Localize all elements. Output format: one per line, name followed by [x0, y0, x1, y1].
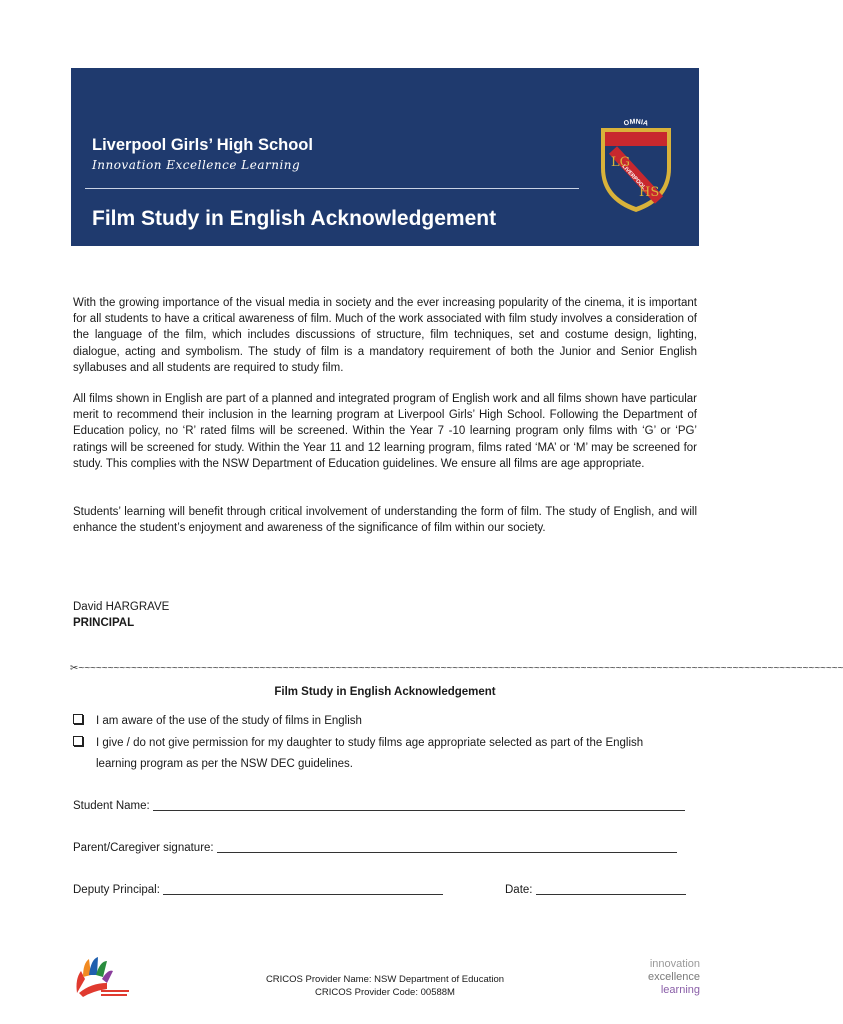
header-banner [71, 68, 699, 246]
date-field [505, 882, 686, 896]
student-name-field [73, 798, 685, 812]
date-input[interactable] [536, 882, 686, 895]
logo-word-excellence: excellence [648, 971, 700, 983]
parent-signature-input[interactable] [217, 840, 677, 853]
deputy-principal-field [73, 882, 443, 896]
body-paragraph-3: Students’ learning will benefit through critical involvement of understanding the form of film. The study of English, and will enhance the student’s enjoyment and awareness of the significance of film within our society. [73, 506, 697, 535]
logo-word-learning: learning [660, 984, 700, 996]
acknowledge-checkbox-label: I am aware of the use of the study of films in English [96, 715, 362, 727]
parent-signature-field [73, 840, 677, 854]
logo-word-innovation: innovation [649, 958, 700, 970]
crest-top-letters: LG [611, 155, 631, 170]
page-title: Film Study in English Acknowledgement [92, 207, 497, 230]
deputy-principal-label: Deputy Principal: [73, 884, 160, 896]
body-paragraph-1: With the growing importance of the visual media in society and the ever increasing popularity of the cinema, it is important for all students to have a critical awareness of film. Much of the work associated with film study involves a consideration of the language of the film, which includes discussions of structure, film techniques, set and costume design, lighting, dialogue, acting and symbolism. The study of film is a mandatory requirement of both the Junior and Senior English syllabuses and all students are required to study film. [73, 297, 697, 374]
crest-bottom-letters: HS [639, 185, 660, 200]
header-divider [85, 188, 579, 189]
crest-arc-text: OMNIA [623, 118, 649, 128]
innovation-excellence-learning-logo [626, 958, 700, 1002]
permission-checkbox[interactable] [73, 736, 83, 746]
student-name-label: Student Name: [73, 800, 150, 812]
school-name: Liverpool Girls’ High School [92, 136, 313, 154]
form-title: Film Study in English Acknowledgement [274, 686, 496, 698]
permission-checkbox-label: I give / do not give permission for my daughter to study films age appropriate selected as part of the English learning program as per the NSW DEC guidelines. [96, 737, 644, 770]
date-label: Date: [505, 884, 533, 896]
acknowledge-checkbox[interactable] [73, 714, 83, 724]
school-motto: Innovation Excellence Learning [92, 158, 301, 172]
svg-text:OMNIA [623, 119, 649, 128]
cricos-provider-code: CRICOS Provider Code: 00588M [315, 987, 455, 998]
deputy-principal-input[interactable] [163, 882, 443, 895]
student-name-input[interactable] [153, 798, 685, 811]
signer-title: PRINCIPAL [73, 617, 135, 629]
permission-checkbox-row[interactable] [73, 733, 686, 775]
tear-off-cut-line: ✂~~~~~~~~~~~~~~~~~~~~~~~~~~~~~~~~~~~~~~~~~~~~~~~~~~~~~~~~~~~~~~~~~~~~~~~~~~~~~~~~~~~~~~~~~~~~~~~~~~~~~~~~~~~~~~~~~~~~~~~~~~~~~~~~~~~ [70, 663, 843, 674]
parent-signature-label: Parent/Caregiver signature: [73, 842, 214, 854]
cricos-provider-name: CRICOS Provider Name: NSW Department of Education [265, 974, 505, 985]
body-paragraph-2: All films shown in English are part of a planned and integrated program of English work and all films shown have particular merit to recommend their inclusion in the learning program at Liverpool Girls’ High School. Following the Department of Education policy, no ‘R’ rated films will be screened. Within the Year 7 -10 learning program only films with ‘G’ or ‘PG’ ratings will be screened for study. Within the Year 11 and 12 learning program, films rated ‘MA’ or ‘M’ may be screened for study. This complies with the NSW Department of Education guidelines. We ensure all films are age appropriate. [73, 393, 697, 470]
crest-sash-text: LIVERPOOL [620, 163, 647, 192]
school-crest-icon [593, 116, 679, 214]
acknowledge-checkbox-row[interactable] [73, 711, 686, 732]
signer-name: David HARGRAVE [73, 601, 170, 613]
